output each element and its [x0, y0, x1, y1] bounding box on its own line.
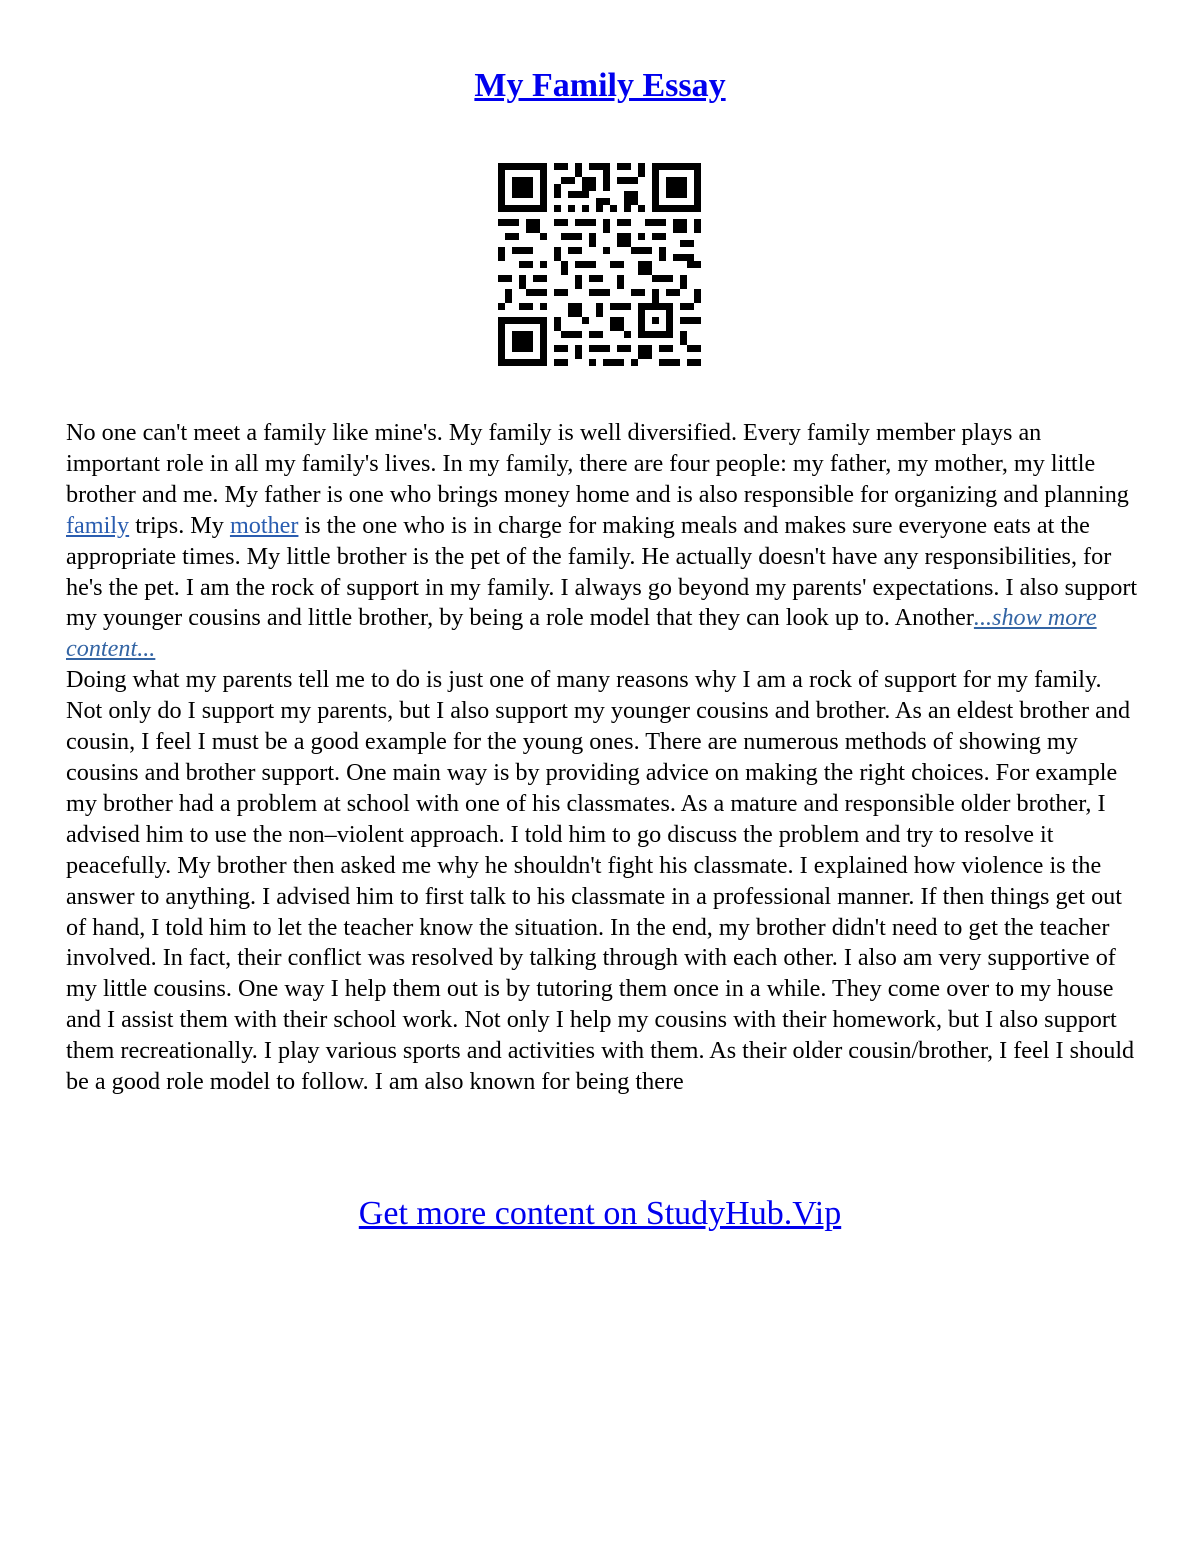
- essay-paragraph-2: Doing what my parents tell me to do is just one of many reasons why I am a rock of support for my family. Not only do I support my parents, but I also support my younger cousins and brother. As an eldest brother and cousin, I feel I must be a good example for the young ones. There are numerous methods of showing my cousins and brother support. One main way is by providing advice on making the right choices. For example my brother had a problem at school with one of his classmates. As a mature and responsible older brother, I advised him to use the non–violent approach. I told him to go discuss the problem and try to resolve it peacefully. My brother then asked me why he shouldn't fight his classmate. I explained how violence is the answer to anything. I advised him to first talk to his classmate in a professional manner. If then things get out of hand, I told him to let the teacher know the situation. In the end, my brother didn't need to get the teacher involved. In fact, their conflict was resolved by talking through with each other. I also am very supportive of my little cousins. One way I help them out is by tutoring them once in a while. They come over to my house and I assist them with their school work. Not only I help my cousins with their homework, but I also support them recreationally. I play various sports and activities with them. As their older cousin/brother, I feel I should be a good role model to follow. I am also known for being there: [66, 666, 1135, 1096]
- paragraph-1-text-a: No one can't meet a family like mine's. My family is well diversified. Every family member plays an important role in all my family's lives. In my family, there are four people: my father, my mother, my little brother and me. My father is one who brings money home and is also responsible for organizing and planning: [66, 419, 1129, 508]
- get-more-content-link[interactable]: Get more content on StudyHub.Vip: [358, 1195, 842, 1232]
- show-more-link[interactable]: ...show more content...: [66, 604, 1097, 663]
- paragraph-1-text-b: trips. My: [129, 511, 230, 539]
- footer: [0, 1192, 1200, 1236]
- mother-link[interactable]: mother: [229, 511, 299, 539]
- family-link[interactable]: family: [66, 511, 130, 539]
- essay-body: [66, 418, 1141, 1098]
- essay-paragraph-1: [66, 418, 1141, 665]
- paragraph-1-text-c: is the one who is in charge for making meals and makes sure everyone eats at the appropriate times. My little brother is the pet of the family. He actually doesn't have any responsibilities, for he's the pet. I am the rock of support in my family. I always go beyond my parents' expectations. I also support my younger cousins and little brother, by being a role model that they can look up to. Another: [66, 511, 1138, 632]
- qr-code-icon: [498, 163, 701, 366]
- page-title: [0, 64, 1200, 108]
- title-link[interactable]: My Family Essay: [474, 67, 726, 104]
